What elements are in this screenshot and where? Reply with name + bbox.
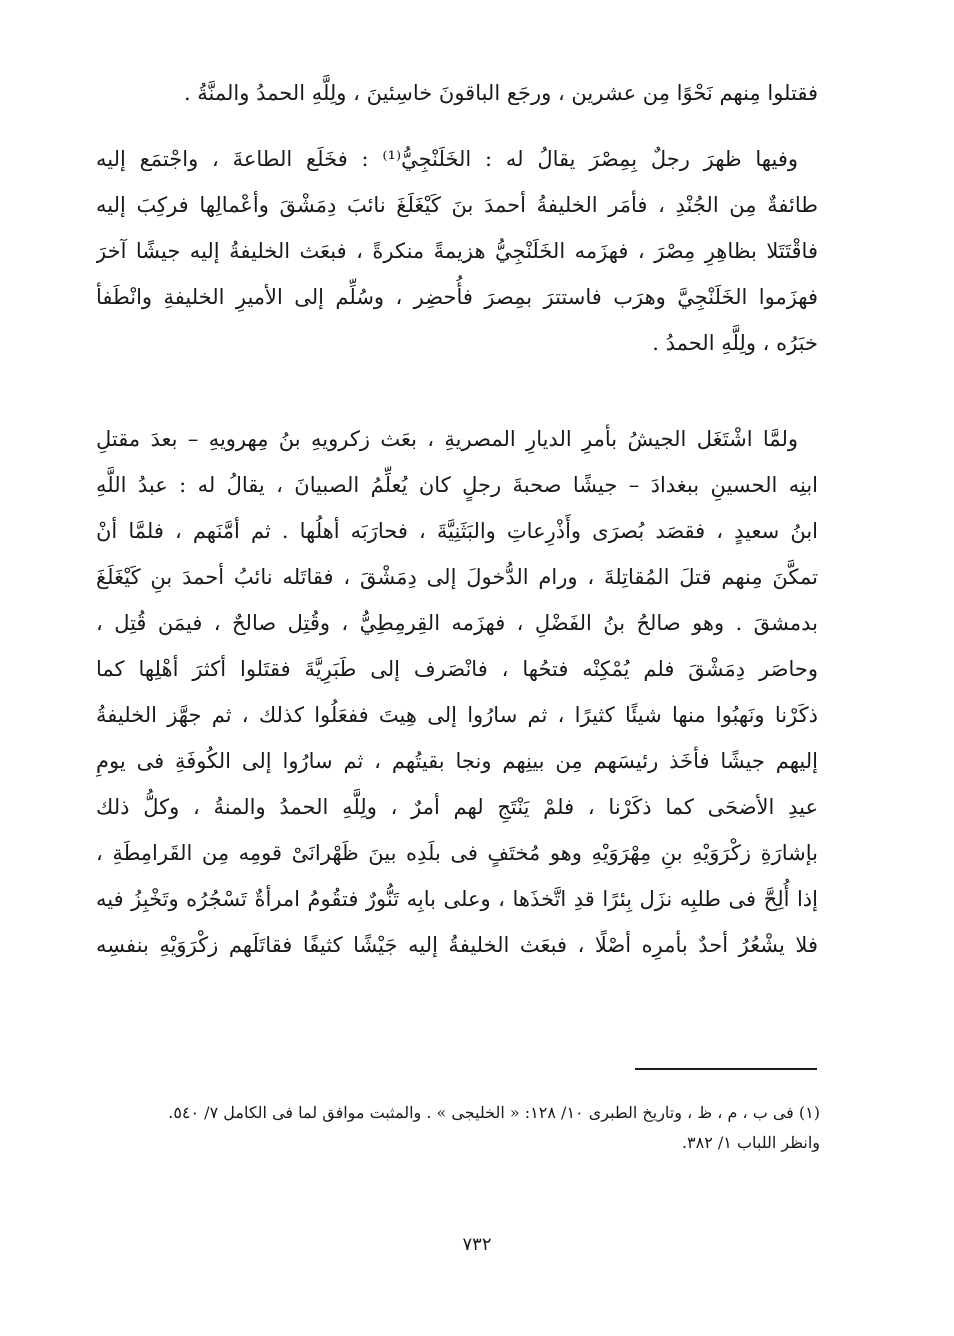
paragraph-2	[96, 136, 818, 366]
text-line: تمكَّنَ مِنهم قتلَ المُقاتِلةَ ، ورام الدُّخولَ إلى دِمَشْقَ ، فقاتَله نائبُ أحمدَ بنِ كَيْغَلَغَ	[96, 565, 818, 589]
footnotes	[120, 1098, 820, 1158]
page-number: ٧٣٢	[462, 1234, 492, 1255]
text-line: وفيها ظهرَ رجلٌ بِمِصْرَ يقالُ له : الخَلَنْجِيُّ⁽¹⁾ : فخَلَع الطاعةَ ، واجْتمَع إليه	[96, 147, 799, 171]
text-line: عيدِ الأضحَى كما ذكَرْنا ، فلمْ يَنْتَجِ لهم أمرٌ ، ولِلَّهِ الحمدُ والمنةُ ، وكلُّ ذلك	[96, 795, 818, 819]
text-line: ذكَرْنا ونَهبُوا منها شيئًا كثيرًا ، ثم سارُوا إلى هِيتَ ففعَلُوا كذلك ، ثم جهَّز الخليفةُ	[96, 703, 818, 727]
paragraph-1	[96, 70, 818, 116]
text-line: ابنُ سعيدٍ ، فقصَد بُصرَى وأَذْرِعاتِ والبَثَنِيَّةَ ، فحارَبَه أهلُها . ثم أمَّنَهم ، فلمَّا أنْ	[96, 519, 818, 543]
paragraph-3	[96, 416, 818, 968]
text-line: بدمشقَ . وهو صالحُ بنُ الفَضْلِ ، فهزَمه القِرمِطِيُّ ، وقُتِل صالحٌ ، فيمَن قُتِل ،	[96, 611, 818, 635]
text-line: إذا أُلِحَّ فى طلبِه نزَل بِئرًا قدِ اتَّخذَها ، وعلى بابِه تَنُّورٌ فتقُومُ امرأةٌ تَسْجُرُه وتَخْبِزُ فيه	[96, 887, 818, 911]
footnote-line: وانظر اللباب ١/ ٣٨٢.	[681, 1133, 820, 1152]
text-line: فلا يشْعُرُ أحدٌ بأمرِه أصْلًا ، فبعَث الخليفةُ إليه جَيْشًا كثيفًا فقاتَلَهم زكْرَوَيْهِ بنفسِه	[96, 933, 818, 957]
text-line: فهزَموا الخَلَنْجِيَّ وهرَب فاستترَ بمِصرَ فأُحضِر ، وسُلِّم إلى الأميرِ الخليفةِ وانْطَفأ	[96, 285, 818, 309]
text-line: بإشارَةِ زكْرَوَيْهِ بنِ مِهْرَوَيْهِ وهو مُختَفٍ فى بلَدِه بينَ ظَهْرانَىْ قومِه مِن القَرامِطَةِ ،	[96, 841, 818, 865]
text-line: وحاصَر دِمَشْقَ فلم يُمْكِنْه فتحُها ، فانْصَرف إلى طَبَرِيَّةَ فقتَلوا أكثرَ أهْلِها كما	[96, 657, 818, 681]
text-line: طائفةٌ مِن الجُنْدِ ، فأمَر الخليفةُ أحمدَ بنَ كَيْغَلَغَ نائبَ دِمَشْقَ وأعْمالِها فركِبَ إليه	[96, 193, 818, 217]
footnote-divider	[635, 1068, 817, 1070]
footnote-line: (١) فى ب ، م ، ظ ، وتاريخ الطبرى ١٠/ ١٢٨: « الخليجى » . والمثبت موافق لما فى الكامل ٧/ ٥٤٠.	[168, 1103, 820, 1122]
text-line: فقتلوا مِنهم نَحْوًا مِن عشرين ، ورجَع الباقونَ خاسِئينَ ، ولِلَّهِ الحمدُ والمنَّةُ .	[183, 81, 818, 105]
text-line: خبَرُه ، ولِلَّهِ الحمدُ .	[652, 331, 818, 355]
text-line: ولمَّا اشْتَغَل الجيشُ بأمرِ الديارِ المصريةِ ، بعَث زكرويهِ بنُ مِهرويهِ – بعدَ مقتلِ	[96, 427, 798, 451]
text-line: إليهم جيشًا فأخَذ رئيسَهم مِن بينِهم ونجا بقيتُهم ، ثم سارُوا إلى الكُوفَةِ فى يومِ	[96, 749, 818, 773]
text-line: ابنِه الحسينِ ببغدادَ – جيشًا صحبةَ رجلٍ كان يُعلِّمُ الصبيانَ ، يقالُ له : عبدُ اللَّهِ	[96, 473, 818, 497]
text-line: فاقْتَتَلا بظاهِرِ مِصْرَ ، فهزَمه الخَلَنْجِيُّ هزيمةً منكرةً ، فبعَث الخليفةُ إليه جيشًا آخرَ	[96, 239, 818, 263]
